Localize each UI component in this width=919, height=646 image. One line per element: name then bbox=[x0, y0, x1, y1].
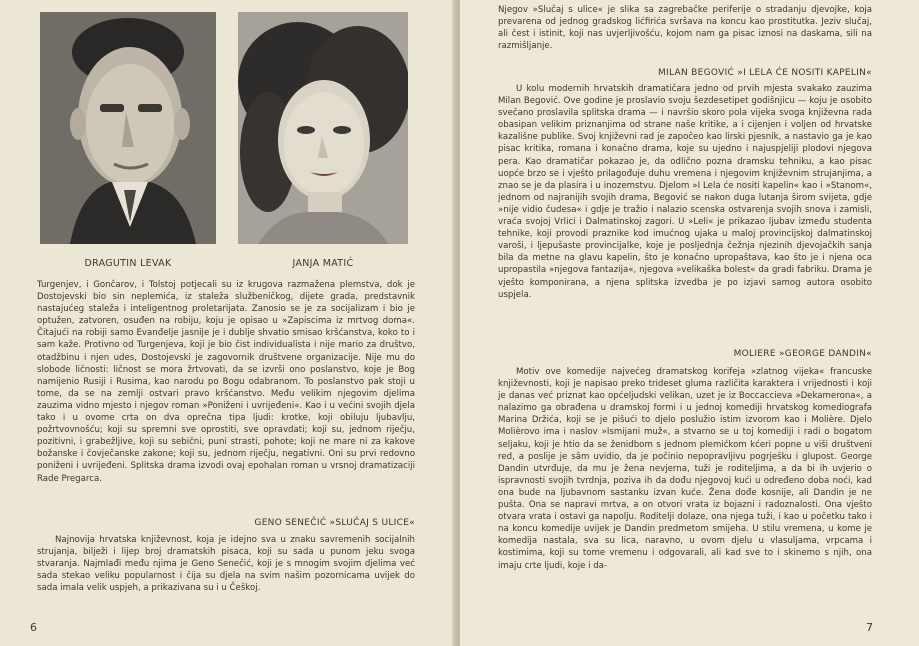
caption-janja-matic: JANJA MATIĆ bbox=[292, 258, 354, 269]
left-body-text-2 bbox=[37, 534, 415, 594]
paragraph-moliere: Motiv ove komedije najvećeg dramatskog korifeja »zlatnog vijeka« francuske književnosti, koji je napisao preko trideset gluma različita karaktera i vrijednosti i koji je danas već priznat kao općeljudski velikan, uzet je iz Boccaccieva »Dekamerona«, a nalazimo ga obrađena u dramskoj formi i u jednoj komediji hrvatskog komediografa Marina Držića, koji se je pišući to djelo poslužio istim izvorom kao i Molière. Djelo Molièrovo ima i naslov »Ismijani muž«, a stvarno se u toj komediji i radi o bogatom seljaku, koji je htio da se ženidbom s jednom plemićkom kćeri popne u viši društveni red, a poslije je sâm uvidio, da je počinio nepopravljivu pogrješku i glupost. George Dandin utvrđuje, da mu je žena nevjerna, tuži je roditeljima, a da bi ih uvjerio o ispravnosti svojih tvrdnja, poziva ih da dođu njegovoj kući u određeno doba noći, kad ona bude na ljubavnom sastanku izvan kuće. Žena dođe kosnije, ali Dandin je ne pušta. Ona se napravi mrtva, a on otvori vrata iz bojazni i radoznalosti. Ona vješto otvara vrata i ostavi ga napolju. Roditelji dolaze, ona njega tuži, i kao u početku tako i na koncu komedije uvijek je Dandin predmetom smijeha. U stilu vremena, u kome je komedija nastala, sva su lica, naravno, u ovom djelu u vlasuljama, vrpcama i kostimima, koji su tome vremenu i odgovarali, ali kad sve to i skinemo s njih, ona imaju crte ljudi, koje i da- bbox=[498, 367, 872, 571]
left-body-text bbox=[37, 279, 415, 485]
paragraph-slucaj: Njegov »Slučaj s ulice« je slika sa zagrebačke periferije o stradanju djevojke, koja prevarena od jednog gradskog lićfirića svršava na koncu kao prostitutka. Jeziv slučaj, ali čest i istinit, koji nas uvjerljivošću, kojom nam ga pisac iznosi na daskama, sili na razmišljanje. bbox=[498, 5, 872, 52]
caption-dragutin-levak: DRAGUTIN LEVAK bbox=[84, 258, 172, 269]
portrait-woman-image bbox=[238, 12, 408, 244]
right-body-text-3 bbox=[498, 366, 872, 572]
heading-moliere: MOLIERE »GEORGE DANDIN« bbox=[733, 349, 872, 359]
right-body-text-1 bbox=[498, 4, 872, 52]
portrait-man-image bbox=[40, 12, 216, 244]
paragraph-senecic: Najnovija hrvatska književnost, koja je idejno sva u znaku savremenih socijalnih strujanja, bilježi i lijep broj dramatskih pisaca, koji su sada u punom jeku svoga stvaranja. Najmlađi među njima je Geno Senečić, koji je s mnogim svojim djelima već sada stekao veliku popularnost i čija su djela na svim našim pozornicama uvijek do sada imala velik uspjeh, a prikazivana su i u Češkoj. bbox=[37, 535, 415, 594]
heading-seneci: GENO SENEČIĆ »SLUČAJ S ULICE« bbox=[254, 518, 415, 528]
paragraph-dostojevski: Turgenjev, i Gončarov, i Tolstoj potjecali su iz krugova razmažena plemstva, dok je Dostojevski bio sin neplemića, iz staleža službeničkog, dijete grada, predstavnik nastajućeg staleža i inteligentnog proletarijata. Zanosio se je za socijalizam i bio je optužen, zatvoren, osuđen na robiju, koju je opisao u »Zapiscima iz mrtvog doma«. Čitajući na robiji samo Evanđelje jasnije je i dublje shvatio smisao kršćanstva, koko to i sam kaže. Protivno od Turgenjeva, koji je bio čist individualista i nije mario za društvo, otadžbinu i njen udes, Dostojevski je zagovornik društvene organizacije. Nije mu do slobode ličnosti: ličnost se mora žrtvovati, da se izvrši ono poslanstvo, koje je Bog namijenio Rusiji i Rusima, kao narodu po Bogu odabranom. To poslanstvo pak stoji u tome, da se na zemlji ostvari pravo kršćanstvo. Među velikim njegovim djelima zauzima vidno mjesto i njegov roman »Poniženi i uvrijeđeni«. Kao i u većini svojih djela tako i u ovome crta on dva oprečna tipa ljudi: krotke, koji obiluju ljubavlju, požrtvovnošću; koji su spremni sve oprostiti, sve opravdati; koji su, jednom riječju, pozitivni, i grabežljive, koji su sebični, puni strasti, pohote; koji ne mare ni za kakove božanske i čovječanske zakone; koji su, jednom riječju, negativni. Oni su prvi redovno poniženi i uvrijeđeni. Splitska drama izvodi ovaj epohalan roman u vrsnoj dramatizaciji Rade Pregarca. bbox=[37, 280, 415, 484]
left-page bbox=[0, 0, 456, 646]
portrait-photo-matic bbox=[238, 12, 408, 244]
paragraph-begovic: U kolu modernih hrvatskih dramatičara jedno od prvih mjesta svakako zauzima Milan Begović. Ove godine je proslavio svoju šezdesetipet godišnjicu — koju je osobito svečano proslavila splitska drama — i navršio skoro pola vijeka svoga književna rada obasipan velikim priznanjima od strane naše kritike, a i cijenjen i voljen od hrvatske kazališne publike. Svoj književni rad je započeo kao lirski pjesnik, a nastavio ga je kao pisac kritika, romana i konačno drama, koje su ujedno i najuspjeliji plodovi njegova pera. Kao dramatičar pokazao je, da odlično pozna dramsku tehniku, a kao pisac uopće brzo se i vješto prilagođuje duhu vremena i njegovim književnim strujanjima, a znao se je da plasira i u inozemstvu. Djelom »I Lela će nositi kapelin« kao i »Stanom«, jednom od najranijih svojih drama, Begović se nakon duga lutanja širom svijeta, gdje »nije vidio čudesa« i gdje je tražio i nalazio scenska ostvarenja svojih snova i zamisli, vraća svojoj Vrlici i Dalmatinskoj zagori. U »Leli« je prikazao ljubav između studenta tehnike, koji provodi praznike kod imućnog ujaka u maloj provincijskoj dalmatinskoj varoši, i ljepušaste provincijalke, koje je posljednja čežnja njezinih djevojačkih sanja bila da metne na glavu kapelin, što je konačno upropaštava, kao što je i njena oca upropastila »njegova fantazija«, njegova »velikaška bolest« da gradi fabriku. Drama je vješto komponirana, a njena splitska izvedba je po izjavi samog autora osobito uspjela. bbox=[498, 84, 872, 300]
right-body-text-2 bbox=[498, 83, 872, 301]
portrait-photo-levak bbox=[40, 12, 216, 244]
page-number-right: 7 bbox=[866, 621, 873, 634]
page-number-left: 6 bbox=[30, 621, 37, 634]
heading-begovic: MILAN BEGOVIĆ »I LELA ĆE NOSITI KAPELIN« bbox=[657, 68, 872, 78]
